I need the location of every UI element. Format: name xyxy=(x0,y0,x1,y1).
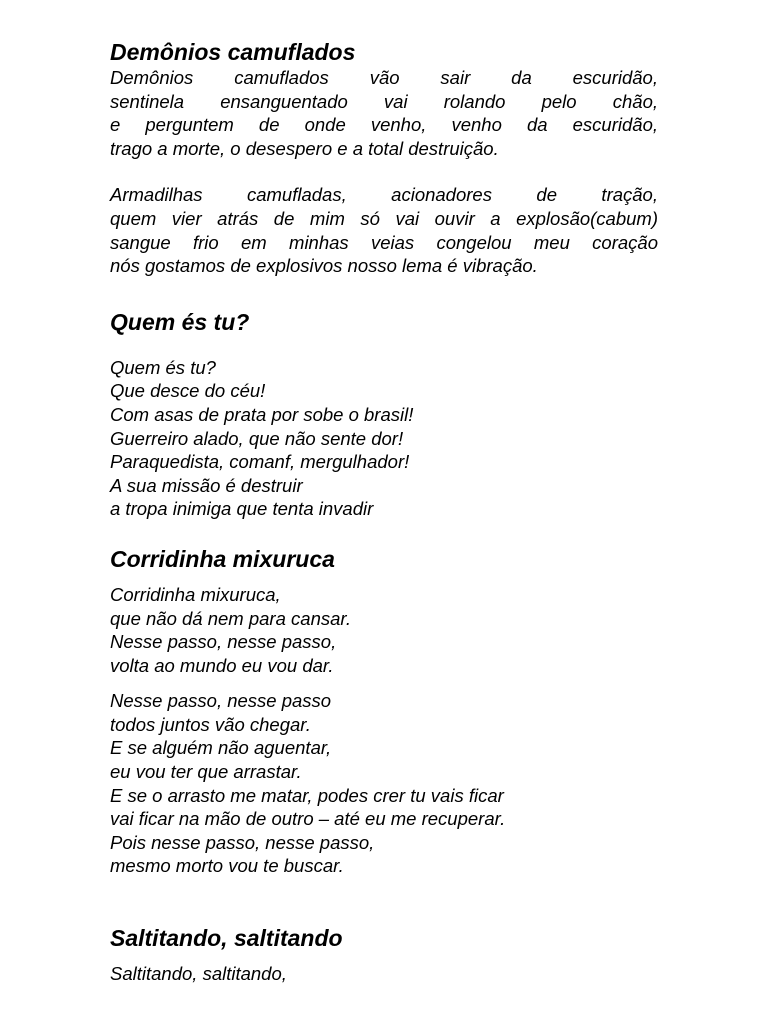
verse-line: mesmo morto vou te buscar. xyxy=(110,855,344,877)
song-saltitando xyxy=(110,924,658,986)
verse-line: a tropa inimiga que tenta invadir xyxy=(110,498,374,520)
stanza xyxy=(110,583,658,677)
stanza xyxy=(110,356,658,521)
verse-line: Armadilhas camufladas, acionadores de tração, xyxy=(110,184,658,206)
verse-line: E se alguém não aguentar, xyxy=(110,737,332,759)
verse-line: quem vier atrás de mim só vai ouvir a explosão(cabum) xyxy=(110,207,658,229)
verse-line: A sua missão é destruir xyxy=(110,474,303,496)
verse-line: e perguntem de onde venho, venho da escuridão, xyxy=(110,114,658,136)
verse-line: Que desce do céu! xyxy=(110,380,266,402)
song-title: Corridinha mixuruca xyxy=(110,545,335,572)
verse-line: Guerreiro alado, que não sente dor! xyxy=(110,427,404,449)
stanza xyxy=(110,962,658,986)
verse-line: Nesse passo, nesse passo xyxy=(110,690,332,712)
verse-line: sentinela ensanguentado vai rolando pelo chão, xyxy=(110,90,658,112)
verse-line: E se o arrasto me matar, podes crer tu vais ficar xyxy=(110,784,504,806)
verse-line: nós gostamos de explosivos nosso lema é vibração. xyxy=(110,255,538,277)
verse-line: Quem és tu? xyxy=(110,356,216,378)
song-corridinha-mixuruca xyxy=(110,545,658,878)
verse-line: Pois nesse passo, nesse passo, xyxy=(110,831,375,853)
verse-line: Paraquedista, comanf, mergulhador! xyxy=(110,451,410,473)
song-title: Saltitando, saltitando xyxy=(110,925,343,952)
verse-line: todos juntos vão chegar. xyxy=(110,713,311,735)
verse-line: Corridinha mixuruca, xyxy=(110,583,281,605)
stanza xyxy=(110,66,658,160)
verse-line: sangue frio em minhas veias congelou meu coração xyxy=(110,231,658,253)
verse-line: trago a morte, o desespero e a total destruição. xyxy=(110,137,499,159)
song-demonios-camuflados xyxy=(110,38,658,278)
verse-line: Saltitando, saltitando, xyxy=(110,963,287,985)
verse-line: Demônios camuflados vão sair da escuridão, xyxy=(110,67,658,88)
verse-line: eu vou ter que arrastar. xyxy=(110,761,302,783)
song-quem-es-tu xyxy=(110,308,658,521)
verse-line: Nesse passo, nesse passo, xyxy=(110,631,337,653)
stanza xyxy=(110,689,658,878)
document-page xyxy=(110,38,658,986)
verse-line: que não dá nem para cansar. xyxy=(110,607,352,629)
verse-line: volta ao mundo eu vou dar. xyxy=(110,654,334,676)
song-title: Demônios camuflados xyxy=(110,39,356,65)
stanza xyxy=(110,183,658,277)
song-title: Quem és tu? xyxy=(110,308,250,335)
verse-line: vai ficar na mão de outro – até eu me recuperar. xyxy=(110,808,506,830)
verse-line: Com asas de prata por sobe o brasil! xyxy=(110,403,414,425)
